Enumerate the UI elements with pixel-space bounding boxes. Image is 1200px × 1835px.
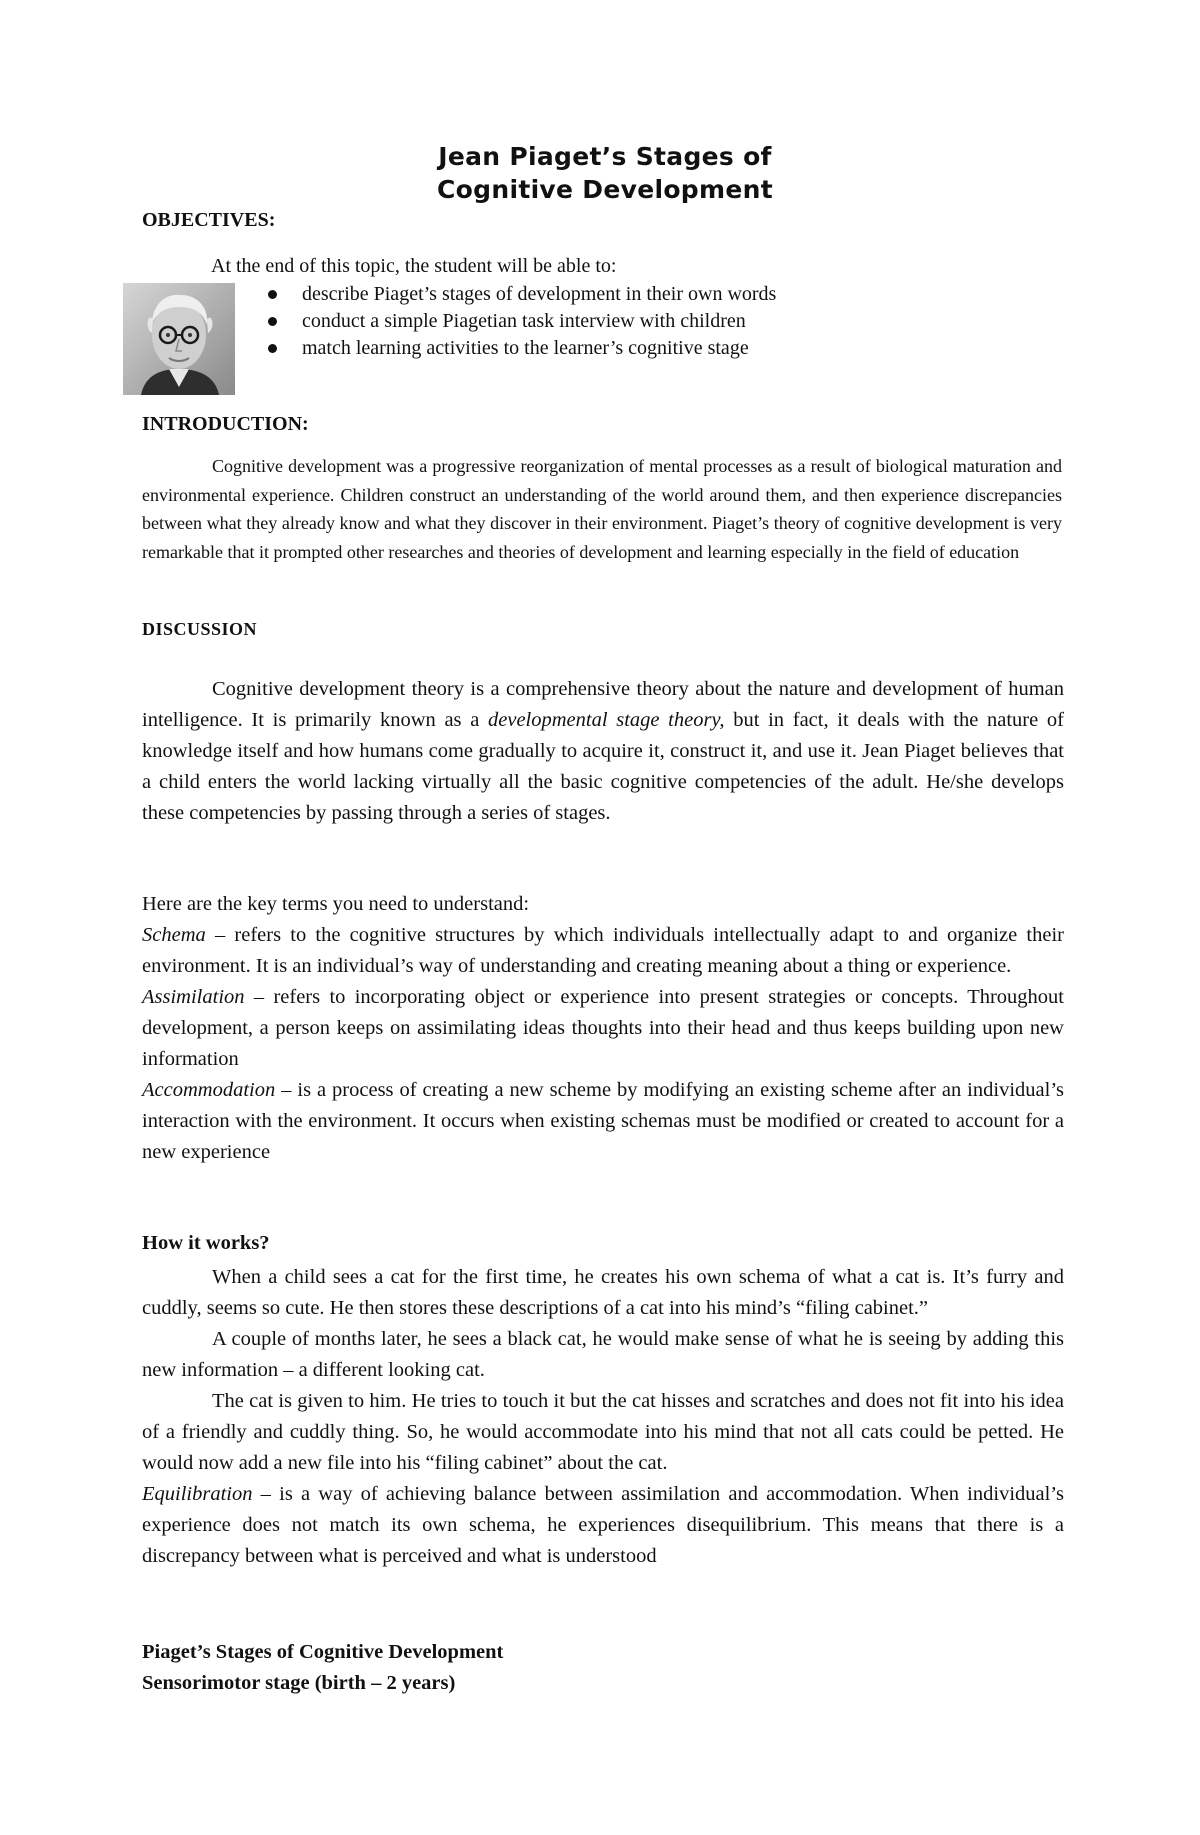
term-label: Assimilation (142, 986, 245, 1008)
objective-item: conduct a simple Piagetian task interview with children (268, 308, 776, 335)
objective-item: match learning activities to the learner’s cognitive stage (268, 335, 776, 362)
piaget-portrait-photo (123, 283, 235, 395)
stages-heading: Piaget’s Stages of Cognitive Development (142, 1641, 504, 1663)
discussion-paragraph (142, 674, 1064, 829)
document-title (340, 140, 870, 206)
key-terms-section (142, 889, 1064, 1168)
term-text: – refers to incorporating object or experience into present strategies or concepts. Throughout development, a person keeps on assimilating ideas thoughts into their head and thus keeps building upon new information (142, 986, 1064, 1070)
term-definition-schema (142, 920, 1064, 982)
term-text: – refers to the cognitive structures by which individuals intellectually adapt to and organize their environment. It is an individual’s way of understanding and creating meaning about a thing or experience. (142, 924, 1064, 977)
discussion-text-part: Cognitive development theory is a comprehensive theory about the nature and development of human intelligence. It is primarily known as a (142, 678, 1064, 731)
title-line-1: Jean Piaget’s Stages of (438, 142, 772, 171)
key-terms-intro: Here are the key terms you need to understand: (142, 893, 530, 915)
sensorimotor-stage-heading: Sensorimotor stage (birth – 2 years) (142, 1672, 456, 1694)
term-label: Equilibration (142, 1483, 253, 1505)
how-it-works-paragraph: When a child sees a cat for the first time, he creates his own schema of what a cat is. It’s furry and cuddly, seems so cute. He then stores these descriptions of a cat into his mind’s “filing cabinet.” (142, 1266, 1064, 1319)
introduction-body: Cognitive development was a progressive reorganization of mental processes as a result of biological maturation and environmental experience. Children construct an understanding of the world around them, and then experience discrepancies between what they already know and what they discover in their environment. Piaget’s theory of cognitive development is very remarkable that it prompted other researches and theories of development and learning especially in the field of education (142, 456, 1062, 562)
term-definition-assimilation (142, 982, 1064, 1075)
objectives-heading: OBJECTIVES: (142, 209, 276, 231)
how-it-works-paragraph: The cat is given to him. He tries to touch it but the cat hisses and scratches and does not fit into his idea of a friendly and cuddly thing. So, he would accommodate into his mind that not all cats could be petted. He would now add a new file into his “filing cabinet” about the cat. (142, 1390, 1064, 1474)
objectives-intro: At the end of this topic, the student will be able to: (211, 255, 617, 277)
stages-section (142, 1637, 503, 1699)
term-text: – is a way of achieving balance between assimilation and accommodation. When individual’s experience does not match its own schema, he experiences disequilibrium. This means that there is a discrepancy between what is perceived and what is understood (142, 1483, 1064, 1567)
objectives-list (268, 281, 776, 362)
discussion-text-part: but in fact, it deals with the nature of knowledge itself and how humans come gradually to acquire it, construct it, and use it. Jean Piaget believes that a child enters the world lacking virtually all the basic cognitive competencies of the adult. He/she develops these competencies by passing through a series of stages. (142, 709, 1064, 824)
term-text: – is a process of creating a new scheme by modifying an existing scheme after an individual’s interaction with the environment. It occurs when existing schemas must be modified or created to account for a new experience (142, 1079, 1064, 1163)
title-line-2: Cognitive Development (437, 175, 773, 204)
term-definition-accommodation (142, 1075, 1064, 1168)
how-it-works-heading: How it works? (142, 1232, 270, 1254)
how-it-works-section (142, 1262, 1064, 1572)
term-label: Schema (142, 924, 206, 946)
how-it-works-paragraph: A couple of months later, he sees a black cat, he would make sense of what he is seeing by adding this new information – a different looking cat. (142, 1328, 1064, 1381)
term-label: Accommodation (142, 1079, 276, 1101)
developmental-stage-theory-emphasis: developmental stage theory, (488, 709, 725, 731)
objective-item: describe Piaget’s stages of development in their own words (268, 281, 776, 308)
introduction-heading: INTRODUCTION: (142, 413, 309, 435)
term-definition-equilibration (142, 1479, 1064, 1572)
discussion-heading: DISCUSSION (142, 619, 258, 639)
